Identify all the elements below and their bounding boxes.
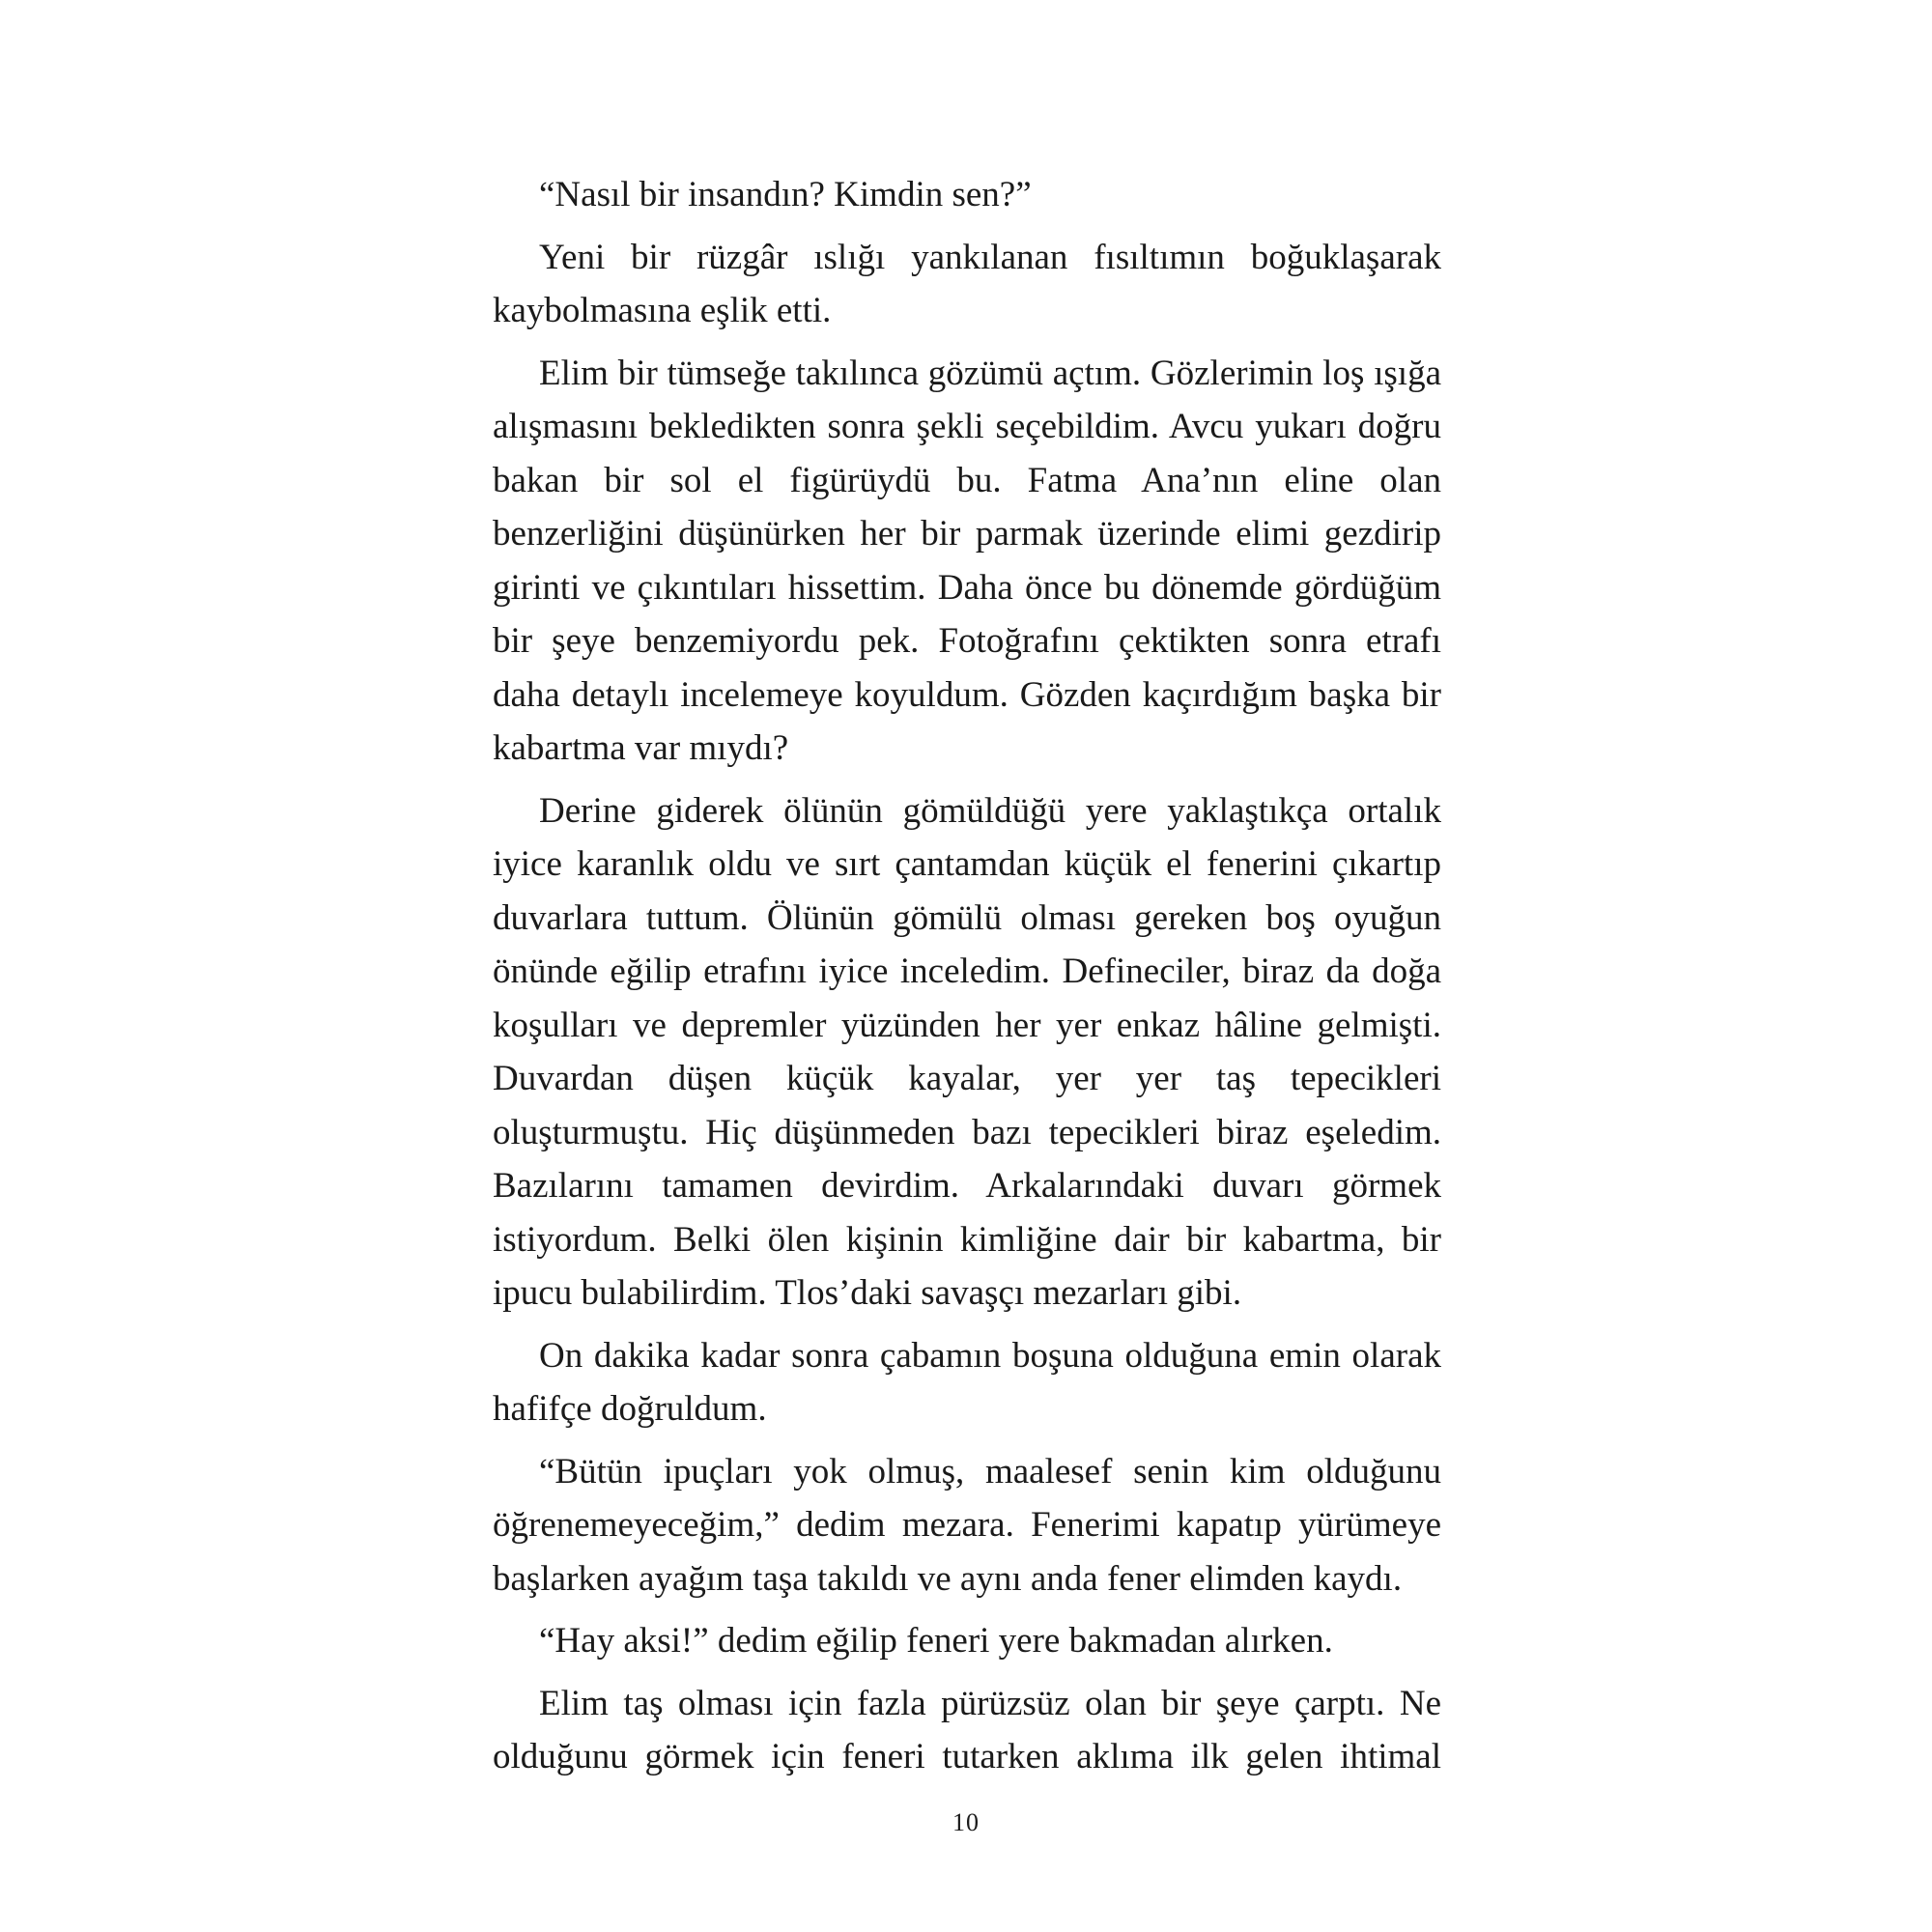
paragraph: On dakika kadar sonra çabamın boşuna olduğuna emin olarak hafifçe doğruldum. (493, 1335, 1441, 1429)
paragraph: “Hay aksi!” dedim eğilip feneri yere bakmadan alırken. (539, 1621, 1333, 1661)
body-text (493, 168, 1441, 1793)
paragraph: Elim bir tümseğe takılınca gözümü açtım. Gözlerimin loş ışığa alışmasını bekledikten sonra şekli seçebildim. Avcu yukarı doğru bakan bir sol el figürüydü bu. Fatma Ana’nın eline olan benzerliğini düşünürken her bir parmak üzerinde elimi gezdirip girinti ve çıkıntıları hissettim. Daha önce bu dönemde gördüğüm bir şeye benzemiyordu pek. Fotoğrafını çektikten sonra etrafı daha detaylı incelemeye koyuldum. Gözden kaçırdığım başka bir kabartma var mıydı? (493, 353, 1441, 768)
paragraph: “Nasıl bir insandın? Kimdin sen?” (539, 175, 1032, 214)
paragraph: “Bütün ipuçları yok olmuş, maalesef senin kim olduğunu öğrenemeyeceğim,” dedim mezara. Fenerimi kapatıp yürümeye başlarken ayağım taşa takıldı ve aynı anda fener elimden kaydı. (493, 1451, 1441, 1599)
paragraph: Yeni bir rüzgâr ıslığı yankılanan fısıltımın boğuklaşarak kaybolmasına eşlik etti. (493, 237, 1441, 330)
page-number: 10 (952, 1808, 980, 1836)
paragraph: Elim taş olması için fazla pürüzsüz olan bir şeye çarptı. Ne olduğunu görmek için feneri tutarken aklıma ilk gelen ihtimal (493, 1683, 1441, 1776)
paragraph: Derine giderek ölünün gömüldüğü yere yaklaştıkça ortalık iyice karanlık oldu ve sırt çantamdan küçük el fenerini çıkartıp duvarlara tuttum. Ölünün gömülü olması gereken boş oyuğun önünde eğilip etrafını iyice inceledim. Defineciler, biraz da doğa koşulları ve depremler yüzünden her yer enkaz hâline gelmişti. Duvardan düşen küçük kayalar, yer yer taş tepecikleri oluşturmuştu. Hiç düşünmeden bazı tepecikleri biraz eşeledim. Bazılarını tamamen devirdim. Arkalarındaki duvarı görmek istiyordum. Belki ölen kişinin kimliğine dair bir kabartma, bir ipucu bulabilirdim. Tlos’daki savaşçı mezarları gibi. (493, 790, 1441, 1313)
